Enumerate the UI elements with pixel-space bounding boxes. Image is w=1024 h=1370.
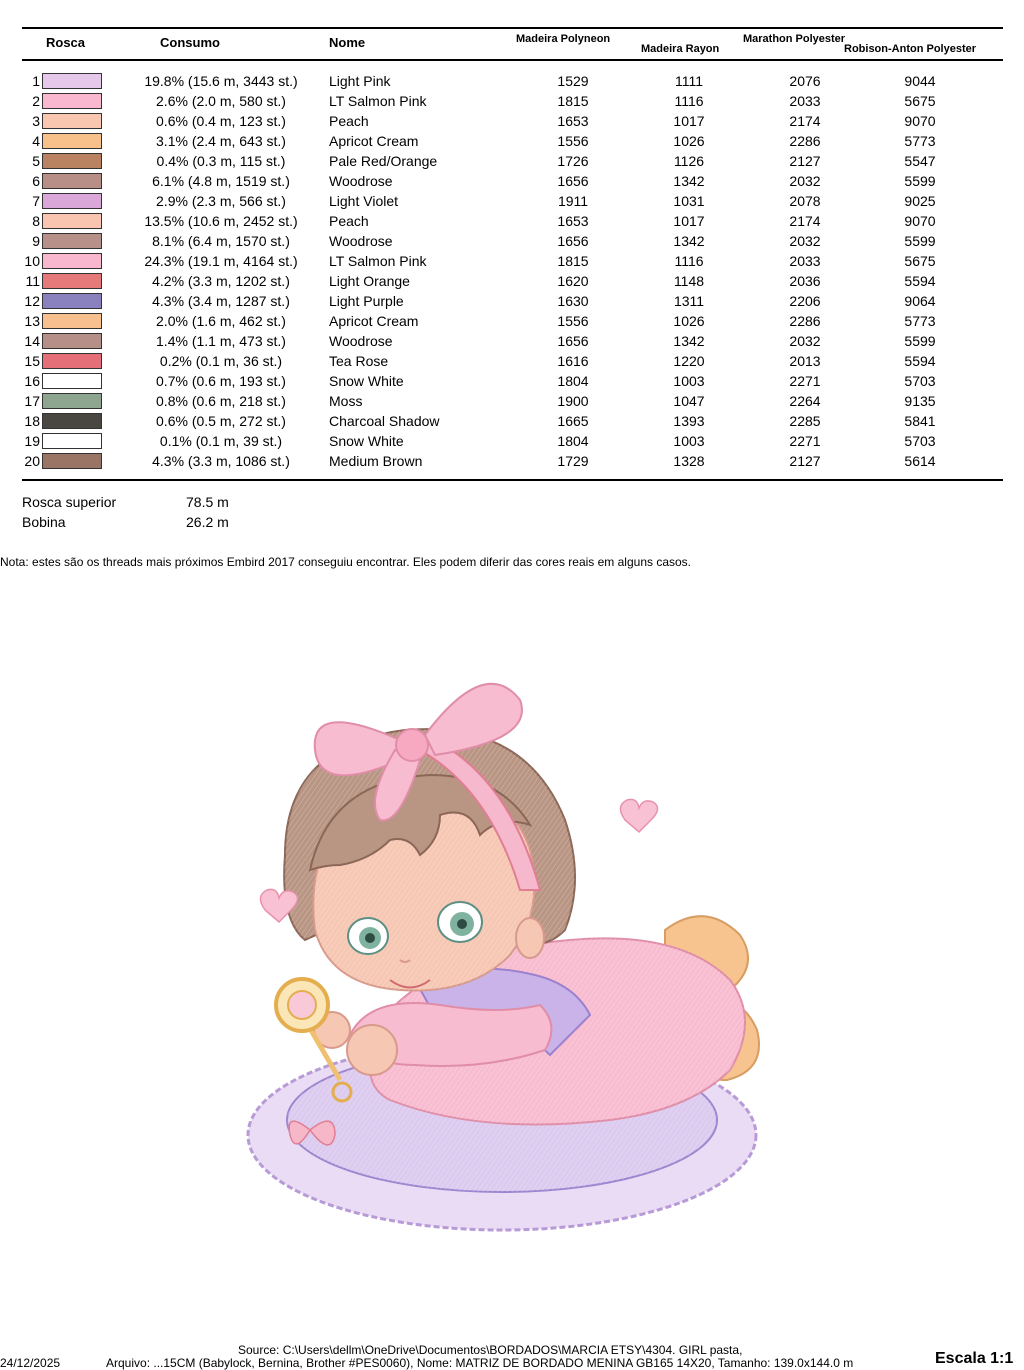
madeira-rayon-code: 1116 [674,93,704,109]
thread-color-swatch [42,433,102,449]
madeira-rayon-code: 1017 [673,213,705,229]
thread-color-swatch [42,133,102,149]
table-row [0,252,1024,272]
madeira-polyneon-code: 1665 [557,413,589,429]
madeira-rayon-code: 1116 [674,253,704,269]
header-rosca: Rosca [46,35,86,50]
thread-consumption: 2.9% (2.3 m, 566 st.) [156,193,286,209]
marathon-polyester-code: 2078 [789,193,821,209]
madeira-rayon-code: 1031 [673,193,705,209]
rosca-superior-value: 78.5 m [186,494,229,510]
thread-color-swatch [42,113,102,129]
table-row [0,432,1024,452]
bobina-label: Bobina [22,514,66,530]
thread-consumption: 19.8% (15.6 m, 3443 st.) [144,73,298,89]
marathon-polyester-code: 2013 [789,353,821,369]
thread-index: 5 [32,153,40,169]
header-madeira-polyneon: Madeira Polyneon [516,33,611,45]
thread-consumption: 4.3% (3.3 m, 1086 st.) [152,453,290,469]
thread-color-swatch [42,373,102,389]
thread-consumption: 0.1% (0.1 m, 39 st.) [159,433,283,449]
thread-color-swatch [42,213,102,229]
table-row [0,72,1024,92]
robison-anton-code: 5594 [904,273,936,289]
footer-arquivo: Arquivo: ...15CM (Babylock, Bernina, Brother #PES0060), Nome: MATRIZ DE BORDADO MENINA GB165 14X20, Tamanho: 139.0x144.0 m [106,1356,854,1370]
madeira-rayon-code: 1026 [673,313,705,329]
thread-index: 1 [32,73,40,89]
thread-name: Apricot Cream [329,133,419,149]
madeira-polyneon-code: 1911 [557,193,589,209]
thread-color-swatch [42,93,102,109]
robison-anton-code: 9025 [904,193,936,209]
thread-color-swatch [42,253,102,269]
madeira-rayon-code: 1017 [673,113,705,129]
madeira-polyneon-code: 1804 [557,373,589,389]
thread-name: Light Orange [329,273,410,289]
madeira-polyneon-code: 1656 [557,333,589,349]
marathon-polyester-code: 2076 [789,73,821,89]
table-bottom-rule [22,479,1003,481]
thread-color-swatch [42,393,102,409]
table-top-rule [22,27,1003,29]
thread-name: LT Salmon Pink [329,253,427,269]
marathon-polyester-code: 2032 [789,233,821,249]
table-row [0,412,1024,432]
thread-index: 2 [32,93,40,109]
thread-consumption: 13.5% (10.6 m, 2452 st.) [144,213,298,229]
robison-anton-code: 5773 [904,133,936,149]
thread-name: Peach [329,113,369,129]
thread-color-swatch [42,293,102,309]
marathon-polyester-code: 2206 [789,293,821,309]
thread-consumption: 6.1% (4.8 m, 1519 st.) [152,173,290,189]
table-row [0,212,1024,232]
madeira-rayon-code: 1342 [673,233,705,249]
thread-consumption: 2.0% (1.6 m, 462 st.) [156,313,286,329]
robison-anton-code: 5703 [904,373,936,389]
thread-index: 4 [32,133,40,149]
marathon-polyester-code: 2033 [789,253,821,269]
marathon-polyester-code: 2127 [789,153,821,169]
marathon-polyester-code: 2271 [789,433,821,449]
thread-index: 7 [32,193,40,209]
embroidery-design-preview [240,680,785,1240]
table-row [0,112,1024,132]
thread-color-swatch [42,313,102,329]
footer-date: 24/12/2025 [0,1356,61,1370]
thread-name: Peach [329,213,369,229]
table-row [0,272,1024,292]
thread-name: Light Violet [329,193,399,209]
madeira-rayon-code: 1003 [673,433,705,449]
robison-anton-code: 5841 [904,413,936,429]
thread-consumption: 0.2% (0.1 m, 36 st.) [159,353,283,369]
thread-color-swatch [42,153,102,169]
thread-consumption: 0.8% (0.6 m, 218 st.) [156,393,286,409]
table-row [0,192,1024,212]
madeira-rayon-code: 1148 [673,273,705,289]
header-marathon-polyester: Marathon Polyester [743,33,846,45]
robison-anton-code: 5703 [904,433,936,449]
header-robison-anton-polyester: Robison-Anton Polyester [844,43,977,55]
thread-index: 16 [24,373,40,389]
thread-index: 19 [24,433,40,449]
thread-index: 18 [24,413,40,429]
robison-anton-code: 9135 [904,393,936,409]
thread-name: Apricot Cream [329,313,419,329]
thread-index: 17 [24,393,40,409]
thread-name: Charcoal Shadow [329,413,440,429]
thread-index: 11 [25,273,40,289]
thread-table [0,72,1024,472]
thread-name: Woodrose [329,333,393,349]
robison-anton-code: 5599 [904,173,936,189]
thread-name: Snow White [329,373,404,389]
header-bottom-rule [22,59,1003,61]
madeira-polyneon-code: 1616 [557,353,589,369]
thread-color-swatch [42,413,102,429]
madeira-rayon-code: 1026 [673,133,705,149]
thread-color-swatch [42,273,102,289]
thread-color-swatch [42,73,102,89]
thread-index: 10 [24,253,40,269]
marathon-polyester-code: 2264 [789,393,821,409]
thread-consumption: 0.4% (0.3 m, 115 st.) [156,153,286,169]
madeira-rayon-code: 1003 [673,373,705,389]
madeira-polyneon-code: 1556 [557,313,589,329]
madeira-polyneon-code: 1653 [557,213,589,229]
robison-anton-code: 5594 [904,353,936,369]
marathon-polyester-code: 2036 [789,273,821,289]
thread-name: Light Pink [329,73,391,89]
robison-anton-code: 5599 [904,233,936,249]
madeira-polyneon-code: 1656 [557,173,589,189]
robison-anton-code: 9044 [904,73,936,89]
thread-consumption: 0.6% (0.4 m, 123 st.) [156,113,286,129]
thread-index: 3 [32,113,40,129]
madeira-rayon-code: 1393 [673,413,705,429]
thread-color-swatch [42,353,102,369]
thread-index: 15 [24,353,40,369]
bobina-value: 26.2 m [186,514,229,530]
table-row [0,292,1024,312]
madeira-polyneon-code: 1804 [557,433,589,449]
madeira-polyneon-code: 1815 [557,93,589,109]
thread-name: Snow White [329,433,404,449]
thread-index: 6 [32,173,40,189]
marathon-polyester-code: 2286 [789,133,821,149]
thread-color-swatch [42,333,102,349]
header-consumo: Consumo [160,35,220,50]
robison-anton-code: 5614 [904,453,936,469]
madeira-rayon-code: 1342 [673,173,705,189]
table-row [0,312,1024,332]
madeira-polyneon-code: 1529 [557,73,589,89]
rosca-superior-label: Rosca superior [22,494,117,510]
thread-name: Tea Rose [329,353,389,369]
thread-consumption: 1.4% (1.1 m, 473 st.) [156,333,286,349]
thread-name: LT Salmon Pink [329,93,427,109]
madeira-polyneon-code: 1653 [557,113,589,129]
thread-name: Light Purple [329,293,404,309]
madeira-rayon-code: 1328 [673,453,705,469]
madeira-rayon-code: 1126 [673,153,705,169]
madeira-polyneon-code: 1900 [557,393,589,409]
marathon-polyester-code: 2032 [789,173,821,189]
table-row [0,132,1024,152]
thread-consumption: 0.6% (0.5 m, 272 st.) [156,413,286,429]
thread-consumption: 4.3% (3.4 m, 1287 st.) [152,293,290,309]
robison-anton-code: 9070 [904,113,936,129]
table-row [0,92,1024,112]
header-nome: Nome [329,35,366,50]
madeira-rayon-code: 1311 [673,293,705,309]
marathon-polyester-code: 2286 [789,313,821,329]
marathon-polyester-code: 2033 [789,93,821,109]
robison-anton-code: 9064 [904,293,936,309]
footer-escala: Escala 1:1 [935,1350,1014,1367]
marathon-polyester-code: 2271 [789,373,821,389]
thread-color-swatch [42,193,102,209]
thread-index: 8 [32,213,40,229]
madeira-polyneon-code: 1656 [557,233,589,249]
madeira-rayon-code: 1111 [674,73,704,89]
table-row [0,352,1024,372]
table-row [0,172,1024,192]
madeira-polyneon-code: 1815 [557,253,589,269]
thread-name: Pale Red/Orange [329,153,438,169]
table-row [0,332,1024,352]
table-row [0,392,1024,412]
thread-consumption: 8.1% (6.4 m, 1570 st.) [152,233,290,249]
thread-color-swatch [42,173,102,189]
thread-color-swatch [42,453,102,469]
robison-anton-code: 9070 [904,213,936,229]
table-row [0,152,1024,172]
robison-anton-code: 5599 [904,333,936,349]
table-row [0,372,1024,392]
thread-name: Woodrose [329,233,393,249]
marathon-polyester-code: 2127 [789,453,821,469]
thread-consumption: 24.3% (19.1 m, 4164 st.) [144,253,298,269]
robison-anton-code: 5675 [904,253,936,269]
robison-anton-code: 5547 [904,153,936,169]
thread-index: 14 [24,333,40,349]
thread-index: 12 [24,293,40,309]
thread-consumption: 3.1% (2.4 m, 643 st.) [156,133,286,149]
thread-consumption: 0.7% (0.6 m, 193 st.) [156,373,286,389]
thread-index: 20 [24,453,40,469]
table-row [0,232,1024,252]
thread-index: 9 [32,233,40,249]
thread-consumption: 2.6% (2.0 m, 580 st.) [156,93,286,109]
madeira-polyneon-code: 1556 [557,133,589,149]
header-madeira-rayon: Madeira Rayon [641,43,720,55]
madeira-rayon-code: 1047 [673,393,705,409]
madeira-polyneon-code: 1630 [557,293,589,309]
madeira-polyneon-code: 1620 [557,273,589,289]
thread-index: 13 [24,313,40,329]
madeira-polyneon-code: 1726 [557,153,589,169]
thread-consumption: 4.2% (3.3 m, 1202 st.) [152,273,290,289]
marathon-polyester-code: 2174 [789,213,821,229]
marathon-polyester-code: 2174 [789,113,821,129]
thread-note: Nota: estes são os threads mais próximos Embird 2017 conseguiu encontrar. Eles podem diferir das cores reais em alguns casos. [0,555,692,569]
marathon-polyester-code: 2285 [789,413,821,429]
madeira-rayon-code: 1220 [673,353,705,369]
table-row [0,452,1024,472]
marathon-polyester-code: 2032 [789,333,821,349]
heart-right-icon [620,799,657,832]
footer-source: Source: C:\Users\dellm\OneDrive\Documentos\BORDADOS\MARCIA ETSY\4304. GIRL pasta, [238,1343,743,1357]
thread-color-swatch [42,233,102,249]
madeira-polyneon-code: 1729 [557,453,589,469]
madeira-rayon-code: 1342 [673,333,705,349]
thread-name: Woodrose [329,173,393,189]
thread-name: Moss [329,393,363,409]
robison-anton-code: 5675 [904,93,936,109]
robison-anton-code: 5773 [904,313,936,329]
thread-name: Medium Brown [329,453,423,469]
